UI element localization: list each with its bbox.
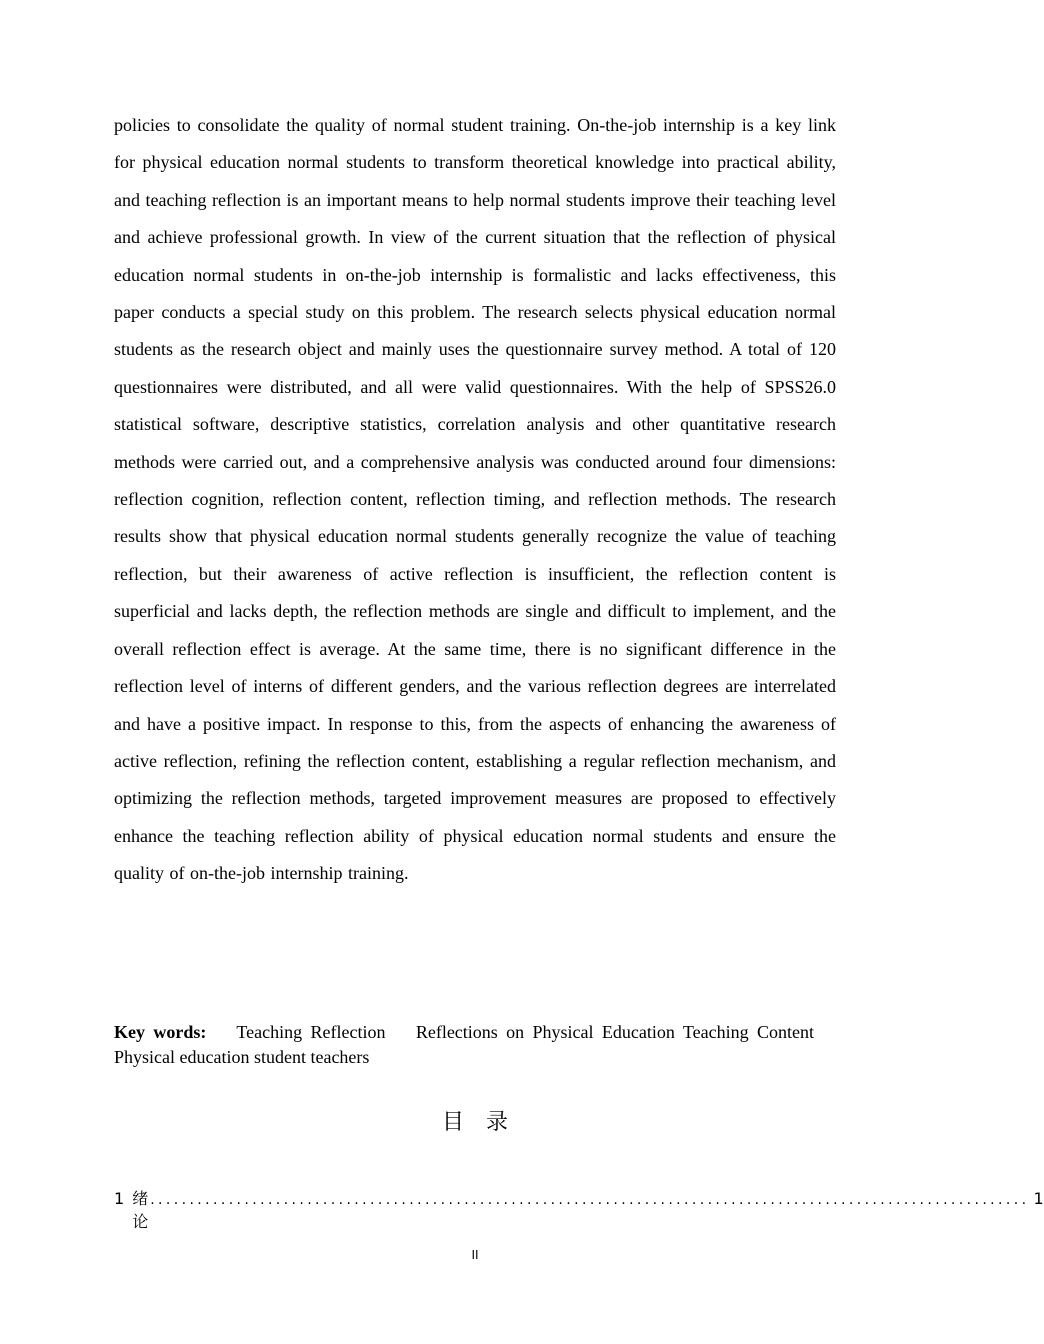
keywords-label: Key words: [114, 1022, 207, 1042]
keyword-item: Teaching Reflection [236, 1022, 386, 1042]
toc-entry-page: 1 [1033, 1189, 1044, 1208]
keyword-item: Reflections on Physical Education Teaching Content [415, 1022, 814, 1042]
keywords-section [114, 1020, 836, 1070]
toc-entry[interactable] [114, 1186, 1044, 1231]
keyword-item: Physical education student teachers [114, 1047, 370, 1067]
toc-entry-number: 1 [114, 1189, 125, 1208]
page-number: II [471, 1248, 479, 1262]
abstract-paragraph: policies to consolidate the quality of normal student training. On-the-job internship is a key link for physical education normal students to transform theoretical knowledge into practical ability, and teaching reflection is an important means to help normal students improve their teaching level and achieve professional growth. In view of the current situation that the reflection of physical education normal students in on-the-job internship is formalistic and lacks effectiveness, this paper conducts a special study on this problem. The research selects physical education normal students as the research object and mainly uses the questionnaire survey method. A total of 120 questionnaires were distributed, and all were valid questionnaires. With the help of SPSS26.0 statistical software, descriptive statistics, correlation analysis and other quantitative research methods were carried out, and a comprehensive analysis was conducted around four dimensions: reflection cognition, reflection content, reflection timing, and reflection methods. The research results show that physical education normal students generally recognize the value of teaching reflection, but their awareness of active reflection is insufficient, the reflection content is superficial and lacks depth, the reflection methods are single and difficult to implement, and the overall reflection effect is average. At the same time, there is no significant difference in the reflection level of interns of different genders, and the various reflection degrees are interrelated and have a positive impact. In response to this, from the aspects of enhancing the awareness of active reflection, refining the reflection content, establishing a regular reflection mechanism, and optimizing the reflection methods, targeted improvement measures are proposed to effectively enhance the teaching reflection ability of physical education normal students and ensure the quality of on-the-job internship training. [114, 115, 836, 884]
toc-entry-title: 绪论 [132, 1189, 149, 1231]
toc-title: 目录 [441, 1110, 530, 1135]
toc-leader-dots: ................................................................................................................ [150, 1192, 1030, 1208]
